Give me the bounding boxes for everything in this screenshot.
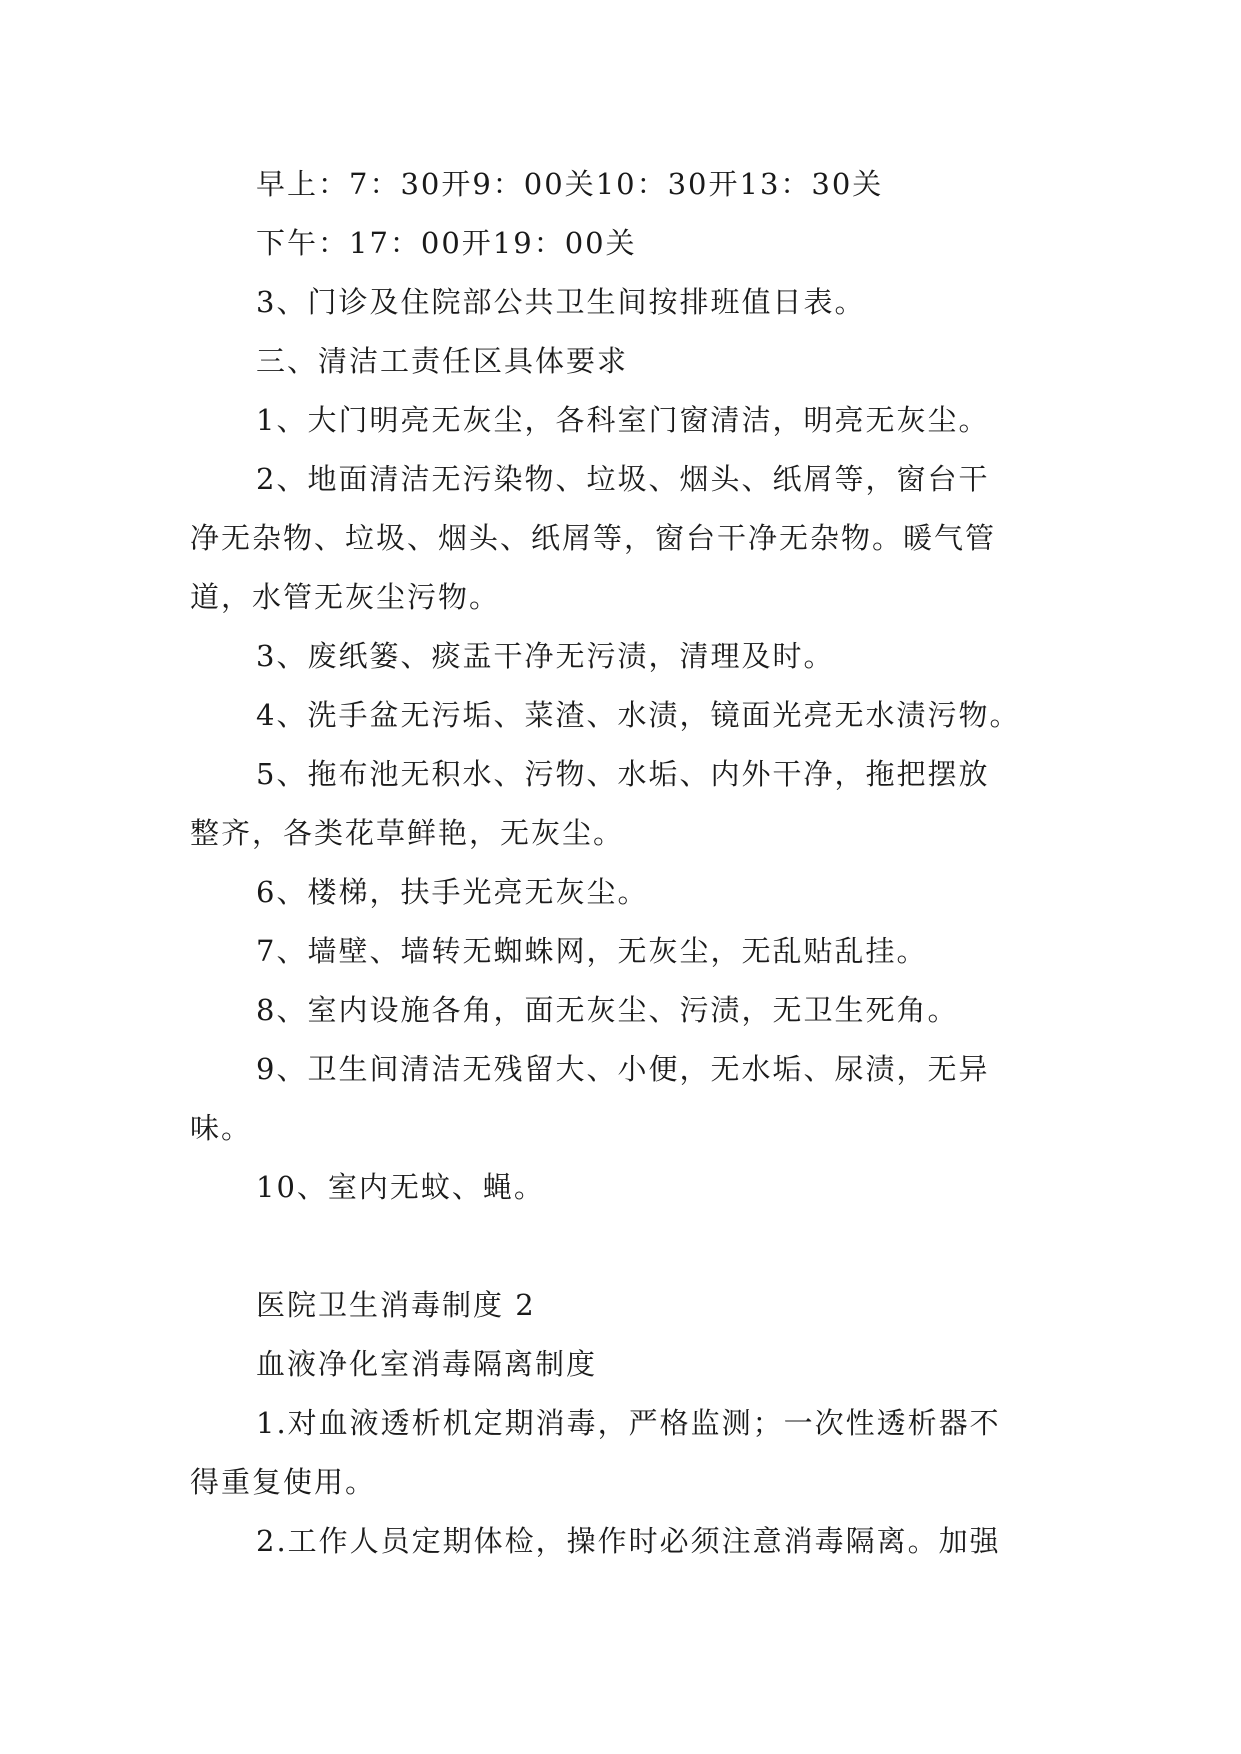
text-line-req-5: 5、拖布池无积水、污物、水垢、内外干净，拖把摆放	[256, 757, 990, 791]
text-line-rule-1-cont: 得重复使用。	[190, 1465, 377, 1499]
text-line-req-4: 4、洗手盆无污垢、菜渣、水渍，镜面光亮无水渍污物。	[256, 698, 1021, 732]
text-line-afternoon-schedule: 下午：17：00开19：00关	[256, 226, 637, 260]
text-line-rule-1: 1.对血液透析机定期消毒，严格监测；一次性透析器不	[256, 1406, 1001, 1440]
text-line-req-7: 7、墙壁、墙转无蜘蛛网，无灰尘，无乱贴乱挂。	[256, 934, 928, 968]
text-line-morning-schedule: 早上：7：30开9：00关10：30开13：30关	[256, 167, 884, 201]
text-line-req-3: 3、废纸篓、痰盂干净无污渍，清理及时。	[256, 639, 835, 673]
document-subtitle: 血液净化室消毒隔离制度	[256, 1347, 598, 1381]
text-line-req-10: 10、室内无蚊、蝇。	[256, 1170, 545, 1204]
text-line-rule-2: 2.工作人员定期体检，操作时必须注意消毒隔离。加强	[256, 1524, 1001, 1558]
text-line-req-2-cont: 净无杂物、垃圾、烟头、纸屑等，窗台干净无杂物。暖气管	[190, 521, 997, 555]
document-title: 医院卫生消毒制度 2	[256, 1288, 536, 1322]
text-line-req-9: 9、卫生间清洁无残留大、小便，无水垢、尿渍，无异	[256, 1052, 990, 1086]
text-line-req-8: 8、室内设施各角，面无灰尘、污渍，无卫生死角。	[256, 993, 959, 1027]
text-line-req-6: 6、楼梯，扶手光亮无灰尘。	[256, 875, 649, 909]
text-line-item-3: 3、门诊及住院部公共卫生间按排班值日表。	[256, 285, 866, 319]
text-line-req-2-end: 道，水管无灰尘污物。	[190, 580, 501, 614]
section-heading-3: 三、清洁工责任区具体要求	[256, 344, 629, 378]
text-line-req-5-cont: 整齐，各类花草鲜艳，无灰尘。	[190, 816, 625, 850]
text-line-req-1: 1、大门明亮无灰尘，各科室门窗清洁，明亮无灰尘。	[256, 403, 990, 437]
text-line-req-2: 2、地面清洁无污染物、垃圾、烟头、纸屑等，窗台干	[256, 462, 990, 496]
text-line-req-9-cont: 味。	[190, 1111, 253, 1145]
